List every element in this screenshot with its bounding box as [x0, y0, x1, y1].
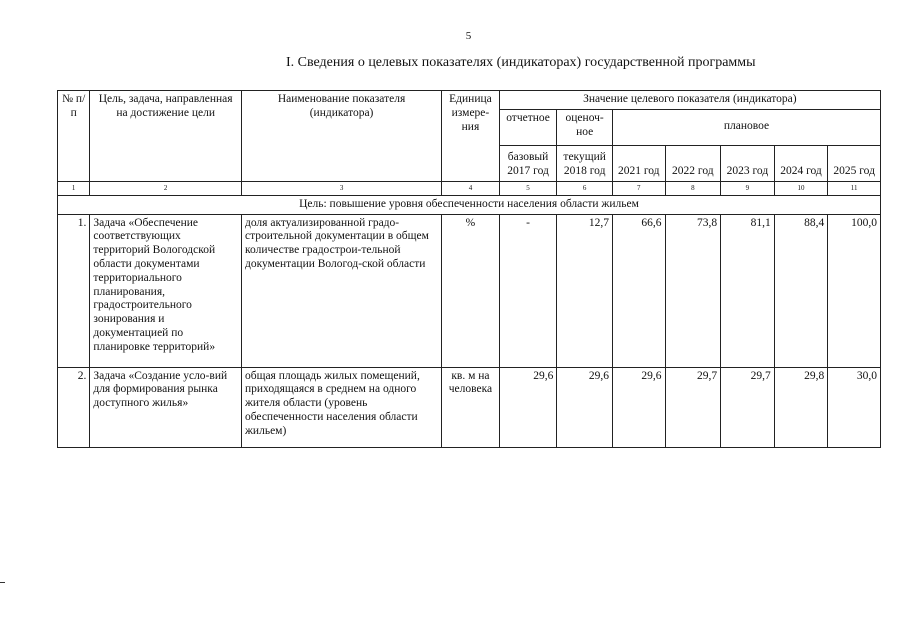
row-number: 2. — [58, 367, 90, 447]
header-base-year: базовый 2017 год — [499, 145, 557, 181]
column-number: 4 — [442, 181, 500, 195]
goal-row — [58, 195, 881, 214]
row-number: 1. — [58, 214, 90, 367]
column-number: 3 — [241, 181, 441, 195]
value-base: 29,6 — [499, 367, 557, 447]
header-planned: плановое — [612, 109, 880, 145]
header-goal: Цель, задача, направленная на достижение цели — [90, 91, 242, 182]
header-reported: отчетное — [499, 109, 557, 145]
indicator-cell: доля актуализированной градо-строительной документации в общем количестве градострои-тельной документации Вологод-ской области — [241, 214, 441, 367]
value-2021: 66,6 — [612, 214, 665, 367]
value-2025: 30,0 — [828, 367, 881, 447]
column-number: 9 — [721, 181, 775, 195]
value-2021: 29,6 — [612, 367, 665, 447]
column-number: 1 — [58, 181, 90, 195]
header-num: № п/п — [58, 91, 90, 182]
column-number: 6 — [557, 181, 613, 195]
task-cell: Задача «Обеспечение соответствующих территорий Вологодской области документами территориального планирования, градостроительного зонирования и документацией по планировке территорий» — [90, 214, 242, 367]
page-number: 5 — [465, 30, 472, 42]
header-year-2024: 2024 год — [774, 145, 828, 181]
column-number: 11 — [828, 181, 881, 195]
header-indicator: Наименование показателя (индикатора) — [241, 91, 441, 182]
table-row — [58, 214, 881, 367]
document-title: I. Сведения о целевых показателях (индикаторах) государственной программы — [286, 55, 756, 70]
value-2024: 88,4 — [774, 214, 828, 367]
column-number: 8 — [665, 181, 721, 195]
table-row — [58, 367, 881, 447]
column-number-row — [58, 181, 881, 195]
header-current-year: текущий 2018 год — [557, 145, 613, 181]
value-current: 29,6 — [557, 367, 613, 447]
value-2023: 29,7 — [721, 367, 775, 447]
value-2025: 100,0 — [828, 214, 881, 367]
indicator-cell: общая площадь жилых помещений, приходящаяся в среднем на одного жителя области (уровень обеспеченности населения области жильем) — [241, 367, 441, 447]
header-unit: Единица измере-ния — [442, 91, 500, 182]
goal-text: Цель: повышение уровня обеспеченности населения области жильем — [58, 195, 881, 214]
value-2022: 73,8 — [665, 214, 721, 367]
header-value-group: Значение целевого показателя (индикатора) — [499, 91, 880, 110]
indicators-table — [57, 90, 881, 448]
column-number: 5 — [499, 181, 557, 195]
column-number: 7 — [612, 181, 665, 195]
header-year-2022: 2022 год — [665, 145, 721, 181]
header-estimated: оценоч-ное — [557, 109, 613, 145]
value-current: 12,7 — [557, 214, 613, 367]
margin-mark — [0, 582, 5, 583]
unit-cell: % — [442, 214, 500, 367]
header-year-2023: 2023 год — [721, 145, 775, 181]
header-year-2021: 2021 год — [612, 145, 665, 181]
value-2023: 81,1 — [721, 214, 775, 367]
column-number: 10 — [774, 181, 828, 195]
header-row-1 — [58, 91, 881, 110]
header-year-2025: 2025 год — [828, 145, 881, 181]
column-number: 2 — [90, 181, 242, 195]
value-2024: 29,8 — [774, 367, 828, 447]
value-2022: 29,7 — [665, 367, 721, 447]
value-base: - — [499, 214, 557, 367]
unit-cell: кв. м на человека — [442, 367, 500, 447]
task-cell: Задача «Создание усло-вий для формирования рынка доступного жилья» — [90, 367, 242, 447]
